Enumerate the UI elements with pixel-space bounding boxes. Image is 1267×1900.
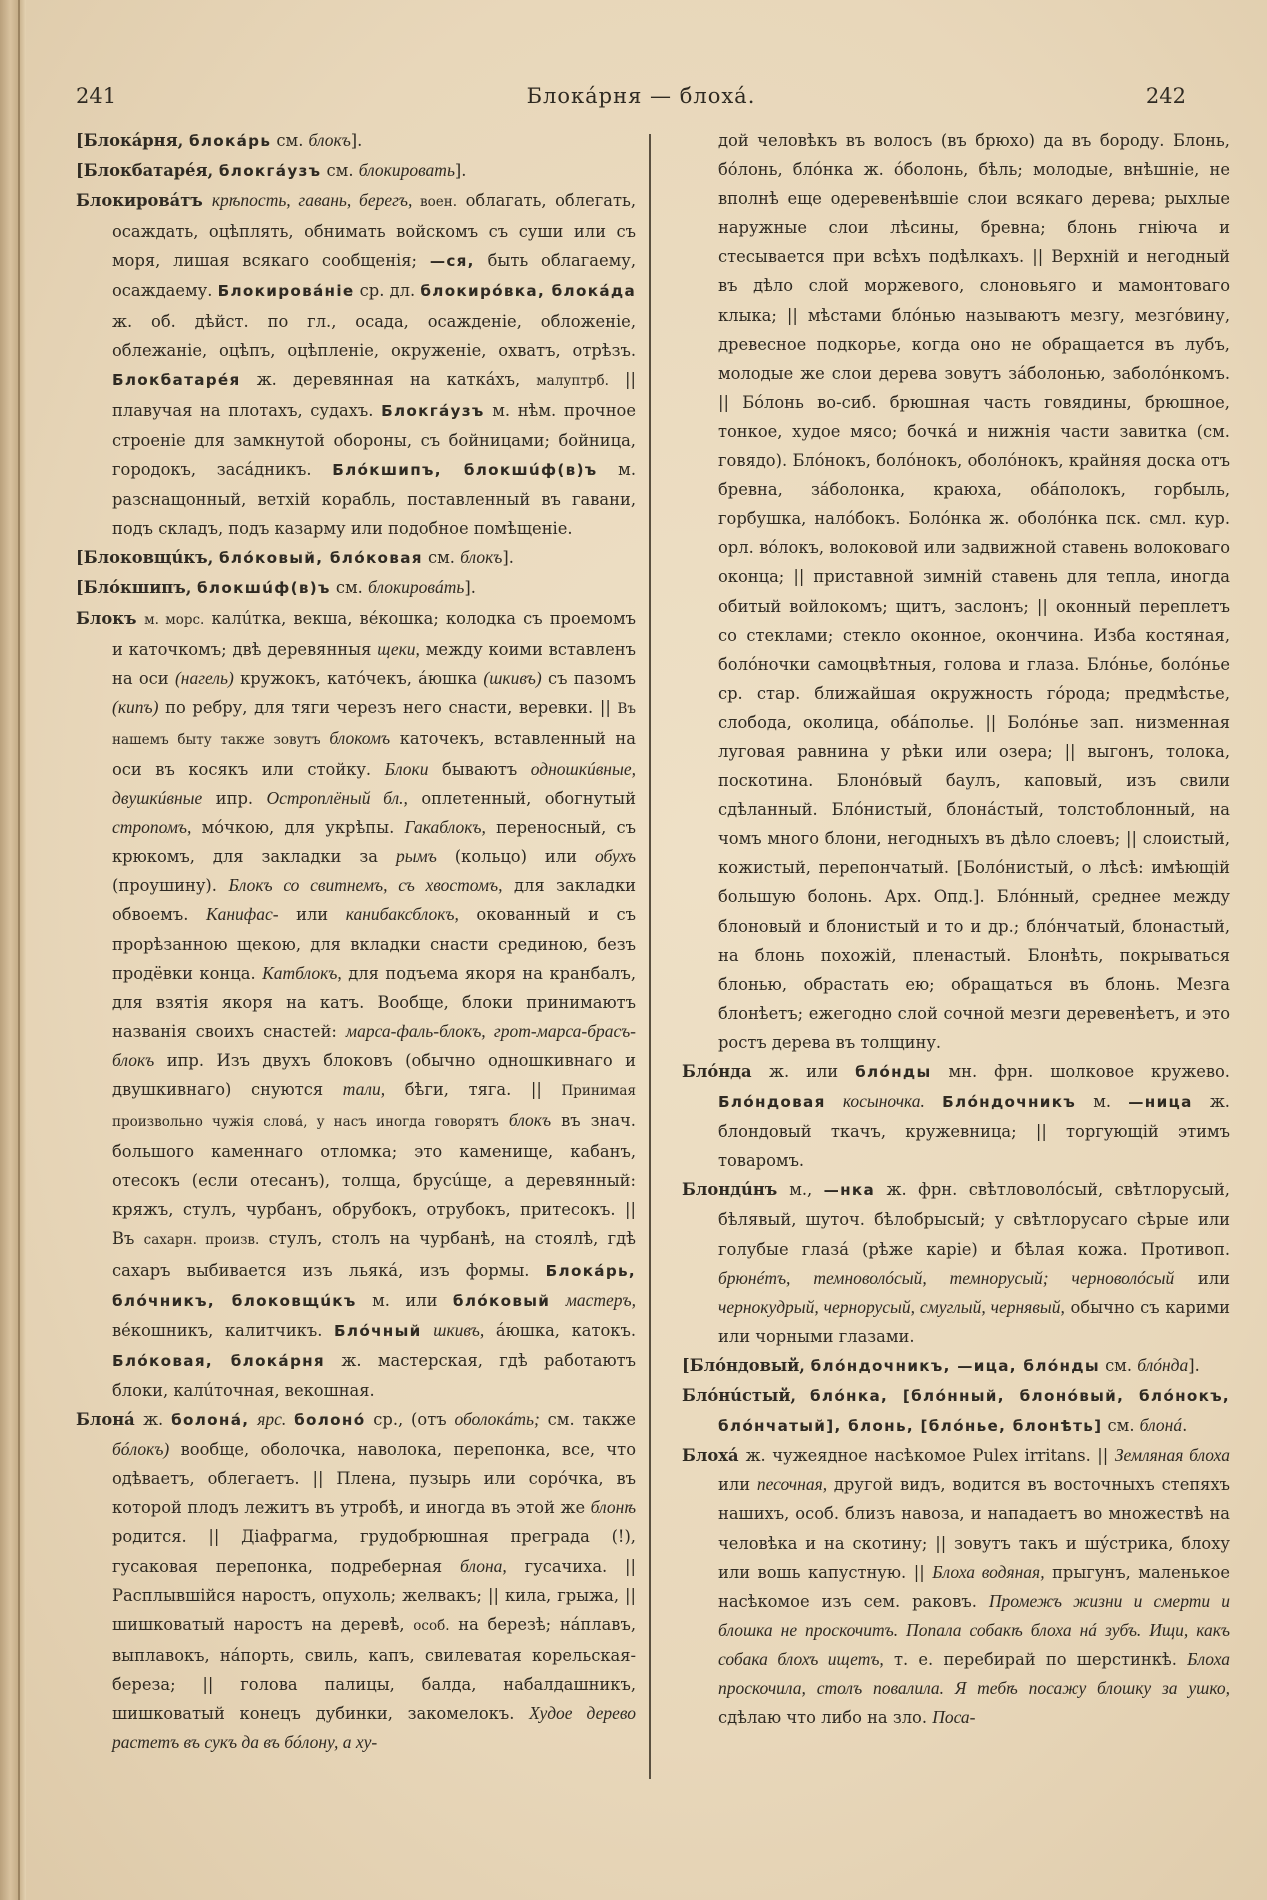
derived-word: Блóнистый, блонáстый, <box>831 800 1044 820</box>
italic-text: стропомъ, <box>112 817 192 838</box>
entry-text: ипр. Изъ двухъ блоковъ (обычно одношкивнаго и двушкивнаго) снуются <box>112 1050 636 1099</box>
italic-text: Блоха водяная, <box>932 1561 1045 1582</box>
italic-text: блонистый <box>826 916 920 936</box>
entry-text: ]. <box>454 161 467 181</box>
headword: Блокировáтъ <box>76 191 212 211</box>
entry-text: особ. <box>413 1617 450 1634</box>
italic-text: канибаксблокъ, <box>345 904 459 925</box>
derived-word: Блокгáузъ <box>381 401 485 420</box>
italic-text: (нагель) <box>174 667 234 688</box>
italic-text: марса-фаль-блокъ, грот-марса-брасъ-блокъ <box>112 1020 636 1070</box>
entry-text <box>882 306 892 325</box>
column-divider <box>649 134 651 1779</box>
entry-text: ежегодно слой сочной мезги деревенѣетъ, и это ростъ дерева въ толщину. <box>718 1003 1230 1052</box>
italic-text: Худое дерево растетъ въ сукъ да въ бóлону, а ху- <box>112 1702 636 1753</box>
entry-text: см. <box>271 131 309 150</box>
derived-word: Блокировáніе <box>217 282 355 301</box>
entry-text: м. или <box>356 1290 453 1310</box>
entry-text: въ знач. большого каменнаго отломка; это каменище, кабанъ, отесокъ (если отесанъ), толща, брусúще, а деревянный: кряжъ, стулъ, чурбанъ, обрубокъ, отрубокъ, притесокъ. || Въ <box>112 1111 636 1249</box>
dictionary-entry <box>76 573 636 603</box>
headword: [Блóндовый, <box>682 1355 811 1375</box>
derived-word: Блóнье, болóнье <box>1086 654 1230 674</box>
dictionary-entry <box>76 156 636 186</box>
entry-text: или <box>278 905 346 925</box>
headword: [Блокáрня, <box>76 131 189 150</box>
derived-word: Блóндочникъ <box>942 1093 1077 1112</box>
derived-word: Блóнокъ, болóнокъ, <box>792 451 963 471</box>
headword: Блондúнъ <box>682 1180 790 1200</box>
headword: Блокъ <box>76 608 145 628</box>
entry-text: низменная луговая равнина у рѣки или озера; || выгонъ, толока, поскотина. <box>718 712 1230 791</box>
entry-text: ]. <box>1188 1355 1200 1375</box>
entry-text: гусачиха. || Расплывшійся наростъ, опухоль; желвакъ; || кила, грыжа, || шишковатый наростъ на деревѣ, <box>112 1556 636 1634</box>
entry-text: (кольцо) или <box>436 847 595 867</box>
italic-text: о лѣсѣ: <box>1081 858 1144 878</box>
italic-text: блона, <box>460 1555 507 1576</box>
entry-text: ж. óболонь, бѣль; молодые, внѣшніе, не вполнѣ еще одеревенѣвшіе слои всякаго дерева; рыхлые наружные слои лѣсины, бревна; <box>718 160 1230 238</box>
derived-word: Блонѣть, <box>1027 945 1104 965</box>
entry-text: толстоблонный, на чомъ много блони, негодныхъ въ дѣло слоевъ; || слоистый, кожистый, перепончатый. [ <box>718 800 1231 878</box>
headword: Блонá <box>76 1410 144 1430</box>
italic-text: блóнда <box>1137 1354 1189 1375</box>
entry-text: или <box>718 1475 757 1495</box>
entry-text: бѣги, тяга. || <box>385 1080 562 1099</box>
italic-text: говядо <box>718 451 776 471</box>
derived-word: блóковый <box>452 1291 551 1310</box>
entry-text: ж. об. дѣйст. по гл., осада, осажденіе, обложеніе, облежаніе, оцѣпъ, оцѣпленіе, окруженіе, охватъ, отрѣзъ. <box>112 311 636 360</box>
entry-text: ж. чужеядное насѣкомое Pulex irritans. || <box>745 1446 1115 1466</box>
entry-text: см. также <box>539 1410 636 1430</box>
entry-text: ср. стар. ближайшая окружность гóрода; предмѣстье, слобода, околица, обáполье. || <box>718 683 1230 732</box>
italic-text: Катблокъ, <box>262 962 342 983</box>
italic-text: Поса- <box>932 1707 976 1728</box>
entry-text: обычно съ карими или чорными глазами. <box>718 1297 1230 1346</box>
derived-word: блóнчатый, <box>1026 916 1126 936</box>
page-number-right: 242 <box>1145 84 1186 108</box>
derived-word: болонá, <box>171 1411 250 1430</box>
italic-text: блонá <box>1139 1415 1183 1436</box>
entry-continuation <box>682 126 1230 1057</box>
entry-text: родится. || Діафрагма, грудобрюшная преграда (!), гусаковая перепонка, подреберная <box>112 1527 636 1576</box>
entry-text: оплетенный, обогнутый <box>407 789 636 809</box>
entry-text: || плавучая на плотахъ, судахъ. <box>112 369 636 420</box>
entry-text: кружокъ, катóчекъ, áюшка <box>233 668 484 688</box>
entry-text: см. <box>1099 1355 1138 1375</box>
entry-text: окованный и съ прорѣзанною щекою, для вкладки снасти срединою, безъ продёвки конца. <box>112 905 636 983</box>
entry-text: см. <box>1102 1416 1140 1436</box>
entry-text: ипр. <box>202 789 267 809</box>
entry-text: прыгунъ, маленькое насѣкомое изъ сем. раковъ. <box>718 1562 1230 1611</box>
entry-text: см. <box>422 548 461 568</box>
entry-text: для подъема якоря на кранбалъ, для взятія якоря на катъ. Вообще, блоки принимаютъ названія своихъ снастей: <box>112 963 636 1041</box>
italic-text: блокировáть <box>368 577 465 598</box>
italic-text: блонь <box>1067 218 1117 238</box>
entry-text: ж. оболóнка <box>981 509 1106 529</box>
italic-text: песочная, <box>756 1474 828 1495</box>
entry-text: Опд.]. <box>921 887 997 907</box>
entry-text: см. <box>321 161 359 181</box>
italic-text: блонѣ <box>590 1497 636 1518</box>
page-header <box>76 84 1186 114</box>
entry-text: мн. фрн. шолковое кружево. <box>931 1062 1230 1081</box>
derived-word: блокáрь <box>188 132 272 150</box>
entry-text: ж. фрн. свѣтловолóсый, свѣтлорусый, бѣлявый, шуточ. бѣлобрысый; у свѣтлорусаго сѣрые или голубые глазá (рѣже каріе) и бѣлая кожа. Противоп. <box>718 1180 1230 1259</box>
entry-text: воен. <box>412 194 458 211</box>
derived-word: Блокбатарéя <box>112 370 241 389</box>
derived-word: —ница <box>1128 1093 1193 1112</box>
entry-text: ср. дл. <box>354 281 421 301</box>
entry-text: сахарн. произв. <box>143 1232 260 1249</box>
italic-text: Мезга блонѣетъ; <box>718 974 1230 1023</box>
entry-text: на березѣ; нáплавъ, выплавокъ, нáпорть, свиль, капъ, свилеватая корельская-береза; || голова палицы, балда, набалдашникъ, шишковатый конецъ дубинки, закомелокъ. <box>112 1614 637 1723</box>
entry-text: мѣстами <box>807 305 882 325</box>
derived-word: —нка <box>823 1181 876 1200</box>
italic-text: блокъ <box>308 130 351 150</box>
italic-text: Канифас- <box>205 904 279 925</box>
entry-text: быть облагаему, осаждаему. <box>112 251 636 301</box>
entry-text <box>1164 131 1173 150</box>
italic-text: ярс. <box>257 1409 287 1430</box>
derived-word: блóнка, [блóнный, блонóвый, блóнокъ, блóнчатый], блонь, [блóнье, блонѣть] <box>718 1387 1230 1436</box>
italic-text: мастеръ, <box>565 1289 636 1310</box>
italic-text: блóнью <box>891 305 956 325</box>
derived-word: —ся, <box>429 252 475 271</box>
entry-text <box>550 1291 565 1310</box>
entry-text: каповый, изъ свили сдѣланный. <box>718 771 1230 820</box>
dictionary-entry <box>76 1405 636 1757</box>
dictionary-entry <box>682 1351 1230 1381</box>
derived-word: блокгáузъ <box>218 162 322 181</box>
entry-text: бываютъ <box>428 759 531 779</box>
entry-text: и <box>801 916 827 936</box>
italic-text: бóлокъ) <box>112 1439 170 1460</box>
italic-text: оболокáть; <box>454 1409 540 1430</box>
italic-text: тали, <box>342 1079 386 1099</box>
entry-text <box>925 1092 942 1111</box>
entry-text: м. морс. <box>144 611 205 628</box>
entry-text: стулъ, столъ на чурбанѣ, на стоялѣ, гдѣ сахаръ выбивается изъ льякá, изъ формы. <box>112 1229 636 1280</box>
entry-text: имѣющій большую болонь. <box>718 858 1231 907</box>
italic-text: Гакаблокъ, <box>404 817 486 838</box>
entry-text: ж. <box>143 1410 172 1430</box>
entry-text: Принимая произвольно чужія словá, у насъ иногда говорятъ <box>112 1083 636 1131</box>
dictionary-entry <box>76 186 636 543</box>
entry-text: см. <box>330 578 369 598</box>
entry-text <box>1074 858 1082 877</box>
italic-text: крѣпость, гавань, берегъ, <box>211 190 413 211</box>
entry-text <box>286 1410 294 1429</box>
entry-text: (проушину). <box>112 876 229 896</box>
entry-text: ж. или <box>769 1062 856 1081</box>
entry-text: среднее между <box>1079 887 1230 907</box>
entry-text <box>499 1111 509 1130</box>
italic-text: Блоки <box>384 758 429 779</box>
entry-text <box>422 1321 434 1340</box>
entry-text: Въ нашемъ быту также зовутъ <box>112 700 636 748</box>
dictionary-entry <box>682 1381 1230 1441</box>
entry-text: блонастый, на блонь похожій, пленастый. <box>718 916 1231 965</box>
entry-text: ]. <box>502 548 514 568</box>
headword: [Блóкшипъ, <box>76 578 198 598</box>
italic-text: пск. смл. кур. орл. <box>718 509 1230 558</box>
entry-text: брюшная часть говядины, брюшное, тонкое, худое мясо; бочкá и нижнія части завитка (см. <box>718 392 1230 441</box>
italic-text: блокировать <box>358 160 455 181</box>
entry-text: и то и др.; <box>919 916 1027 936</box>
entry-text: переносный, съ крюкомъ, для закладки за <box>112 818 636 867</box>
right-column <box>682 126 1230 1732</box>
derived-word: блóнды <box>855 1063 932 1081</box>
italic-text: Остроплёный бл., <box>266 788 408 809</box>
italic-text: (кипъ) <box>112 696 159 717</box>
derived-word: Блóнный, <box>996 887 1080 907</box>
entry-text: вообще, оболочка, наволока, перепонка, все, что одѣваетъ, облегаетъ. || Плена, пузырь или сорóчка, въ которой плодъ лежитъ въ утробѣ, и иногда въ этой же <box>112 1440 636 1518</box>
headword: [Блокбатарéя, <box>76 161 219 181</box>
entry-text: . <box>1182 1416 1188 1436</box>
entry-text: áюшка, катокъ. <box>484 1320 636 1340</box>
left-column <box>76 126 636 1757</box>
entry-text: между коими вставленъ на оси <box>112 639 636 688</box>
derived-word: Блокáрь, блóчникъ, блоковщúкъ <box>112 1261 636 1310</box>
entry-text: покрываться блонью, обрастать ею; обращаться въ блонь. <box>718 945 1230 994</box>
dictionary-entry <box>682 1175 1230 1351</box>
italic-text: Блоха проскочила, столъ повалила. Я тебѣ посажу блошку за ушко, <box>718 1648 1230 1698</box>
derived-word: блокшúф(в)ъ <box>197 579 331 598</box>
entry-text: называютъ мезгу, мезгóвину, древесное подкорье, когда оно не обращается въ лубъ, молодые же слои дерева зовутъ <box>718 305 1230 383</box>
entry-text: по ребру, для тяги черезъ него снасти, веревки. || <box>158 697 618 717</box>
italic-text: косыночка. <box>842 1091 925 1112</box>
italic-text: Промежъ жизни и смерти и блошка не проскочитъ. Попала собакѣ блоха нá зубъ. Ищи, какъ собака блохъ ищетъ, <box>718 1590 1231 1669</box>
entry-text: ж. деревянная на каткáхъ, <box>240 369 537 389</box>
italic-text: блокомъ <box>329 727 391 748</box>
dictionary-entry <box>76 604 636 1406</box>
italic-text: Бóлонь во-сиб. <box>742 392 877 412</box>
italic-text: Арх. <box>884 887 922 907</box>
italic-text: блоновый <box>718 916 802 936</box>
entry-text: || <box>718 392 743 412</box>
entry-text: вóлокъ, волоковой или задвижной ставень волоковаго оконца; || приставной зимній ставень для тепла, иногда обитый войлокомъ; щитъ, заслонъ; || оконный переплетъ со стеклами; стекло оконное, окончина. <box>718 538 1230 645</box>
derived-word: Блóкшипъ, блокшúф(в)ъ <box>332 461 598 480</box>
headword: Блóнúстый, <box>682 1386 810 1406</box>
book-binding-edge <box>0 0 26 1900</box>
entry-text: т. е. перебирай по шерстинкѣ. <box>883 1649 1188 1669</box>
entry-text: другой видъ, водится въ восточныхъ степяхъ нашихъ, особ. близъ навоза, и нападаетъ во множествѣ на человѣка и на скотину; || зовутъ такъ и шýстрика, блоху или вошь капустную. || <box>718 1475 1230 1582</box>
page-number-left: 241 <box>76 84 117 108</box>
italic-text: чернокудрый, чернорусый, смуглый, чернявый, <box>718 1296 1065 1317</box>
entry-text: ). <box>775 451 793 471</box>
derived-word: блóндочникъ, —ица, блóнды <box>810 1356 1100 1375</box>
entry-text: ]. <box>350 131 363 150</box>
entry-text: малуптрб. <box>536 372 609 389</box>
italic-text: (шкивъ) <box>483 667 542 688</box>
entry-text: ]. <box>464 578 476 598</box>
italic-text: Болóнье зап. <box>1007 712 1125 732</box>
entry-text: оболóнокъ, крайняя доска отъ бревна, зáболонка, краюха, обáполокъ, горбыль, горбушка, налóбокъ. <box>718 451 1230 529</box>
derived-word: Болóнистый, <box>963 858 1074 878</box>
entry-text: ср., (отъ <box>365 1410 455 1430</box>
headword: Блохá <box>682 1446 746 1466</box>
dictionary-entry <box>76 126 636 156</box>
derived-word: Блонь, бóлонь, блóнка <box>718 131 1230 180</box>
entry-text <box>922 771 945 790</box>
derived-word: блокирóвка, блокáда <box>420 282 636 301</box>
derived-word: болонó <box>294 1411 366 1430</box>
italic-text: зáболонью, заболóнкомъ. <box>1008 363 1230 383</box>
entry-text: ж. мастерская, гдѣ работаютъ блоки, калúточная, векошная. <box>112 1350 637 1400</box>
italic-text: брюнéтъ, темноволóсый, темнорусый; черноволóсый <box>718 1267 1175 1288</box>
italic-text: Блокъ со свитнемъ, съ хвостомъ, <box>228 875 503 896</box>
italic-text: щеки, <box>377 638 420 659</box>
italic-text: Земляная блоха <box>1114 1445 1230 1466</box>
entry-text: каточекъ, вставленный на оси въ косякъ или стойку. <box>112 728 636 779</box>
entry-text: м., <box>789 1180 824 1200</box>
derived-word: блóковый, блóковая <box>218 549 423 568</box>
entry-text: ж. блондовый ткачъ, кружевница; || торгующій этимъ товаромъ. <box>718 1092 1230 1171</box>
entry-text: м. нѣм. прочное строеніе для замкнутой обороны, съ бойницами; бойница, городокъ, засáдникъ. <box>112 400 636 480</box>
entry-text: для закладки обвоемъ. <box>112 876 636 925</box>
derived-word: Блонóвый <box>836 771 923 791</box>
entry-text: голова и глаза. <box>936 654 1087 674</box>
entry-text: сдѣлаю что либо на зло. <box>718 1708 933 1728</box>
headword: [Блоковщúкъ, <box>76 548 219 568</box>
entry-text: мóчкою, для укрѣпы. <box>191 818 405 838</box>
entry-text: съ пазомъ <box>541 668 637 688</box>
derived-word: Болóнка <box>908 509 982 529</box>
running-head: Блокáрня — блохá. <box>526 84 756 108</box>
italic-text: блокъ <box>460 547 503 568</box>
italic-text: баулъ, <box>945 771 1001 791</box>
entry-text: вéкошникъ, калитчикъ. <box>112 1320 335 1340</box>
entry-text: или <box>1174 1268 1230 1288</box>
dictionary-entry <box>76 543 636 573</box>
italic-text: одношкúвные, двушкúвные <box>112 758 636 809</box>
derived-word: Блóковая, блокáрня <box>112 1351 325 1370</box>
entry-text: м. разснащонный, ветхій корабль, поставленный въ гавани, подъ складъ, подъ казарму или подобное помѣщеніе. <box>112 460 636 539</box>
entry-text: калúтка, векша, вéкошка; колодка съ проемомъ и каточкомъ; двѣ деревянныя <box>112 608 636 659</box>
dictionary-entry <box>682 1441 1230 1732</box>
italic-text: рымъ <box>395 846 437 867</box>
italic-text: блокъ <box>508 1110 552 1131</box>
headword: Блóнда <box>682 1062 769 1081</box>
italic-text: Изба костяная, болóночки самоцвѣтныя, <box>718 625 1230 674</box>
italic-text: обухъ <box>594 846 636 867</box>
derived-word: Блóчный <box>334 1321 422 1340</box>
italic-text: шкивъ, <box>433 1319 485 1340</box>
entry-text: м. <box>1076 1092 1129 1112</box>
derived-word: Блóндовая <box>718 1093 826 1112</box>
entry-text <box>826 1092 843 1111</box>
dictionary-entry <box>682 1057 1230 1175</box>
entry-text: гніюча и стесывается при всѣхъ подѣлкахъ. || Верхній и негодный въ дѣло слой моржевого, слоновьяго и мамонтоваго клыка; || <box>718 218 1231 325</box>
italic-text: дой человѣкъ въ волосъ (въ брюхо) да въ бороду. <box>718 131 1165 150</box>
entry-text: облагать, облегать, осаждать, оцѣплять, обнимать войскомъ съ суши или съ моря, лишая всякаго сообщенія; <box>112 191 636 271</box>
